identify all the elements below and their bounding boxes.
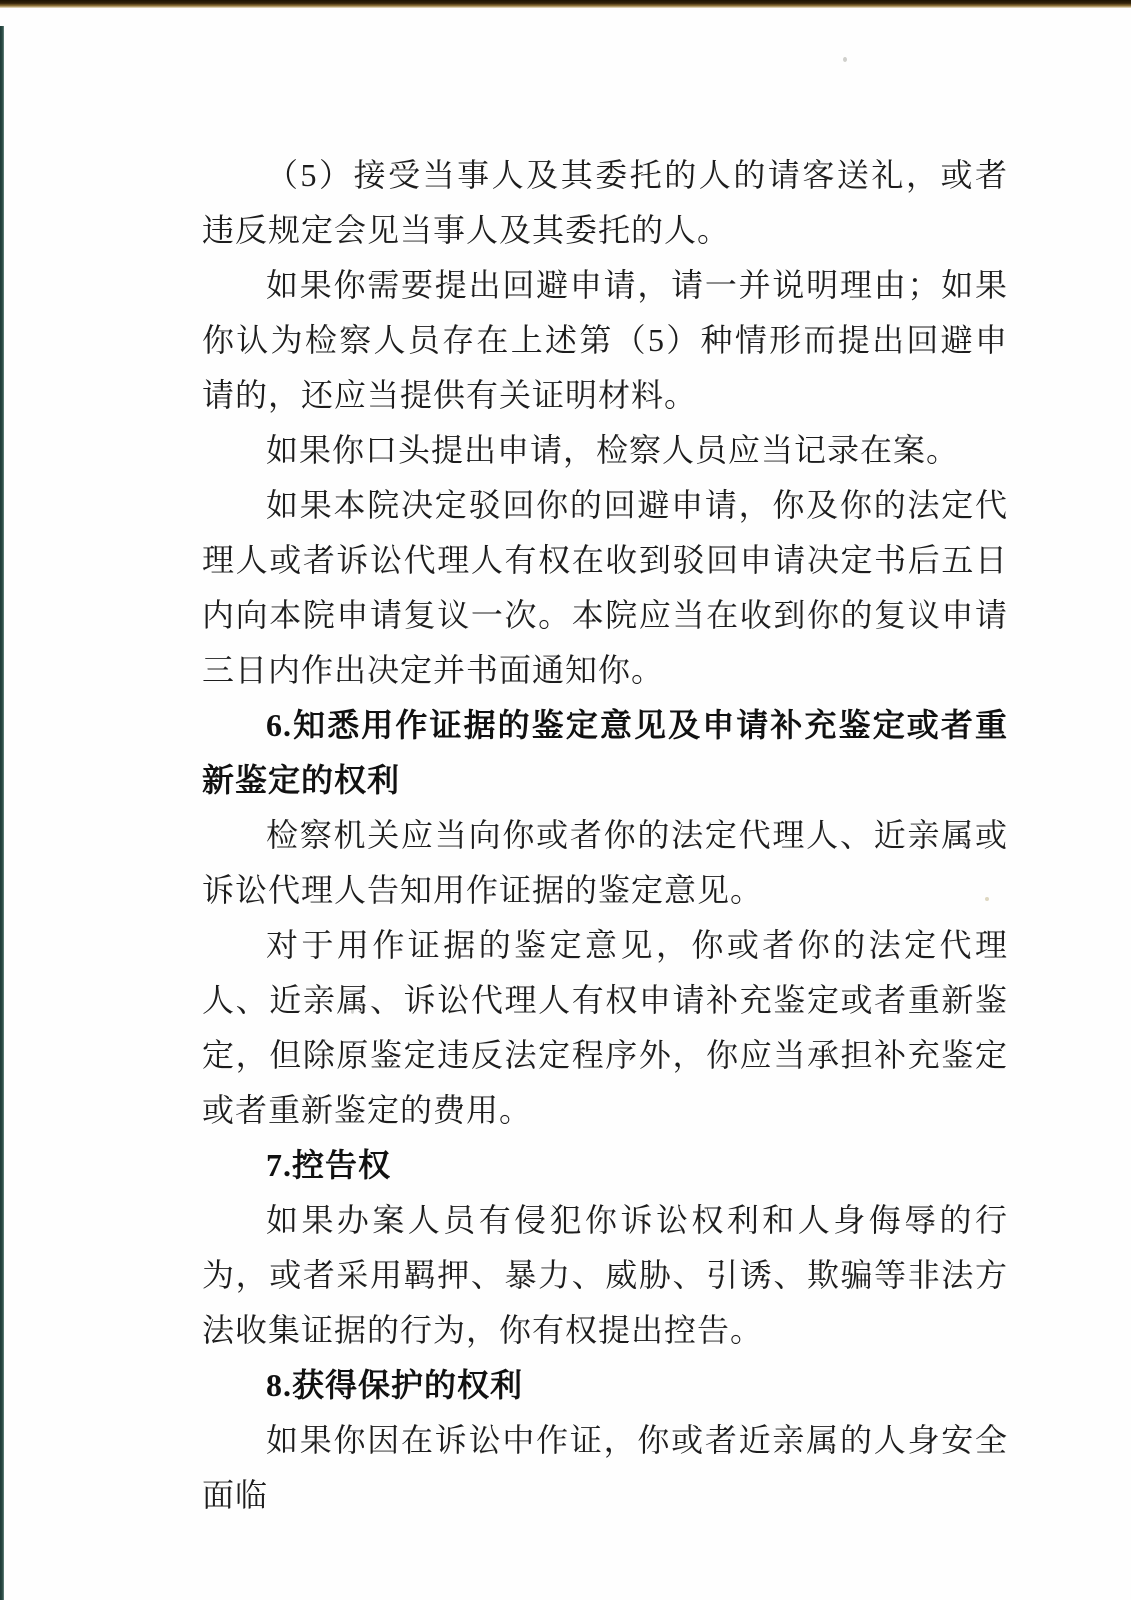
paragraph-oral-request-record: 如果你口头提出申请，检察人员应当记录在案。 <box>266 432 960 468</box>
paragraph-supplementary-appraisal: 对于用作证据的鉴定意见，你或者你的法定代理人、近亲属、诉讼代理人有权申请补充鉴定或者重新鉴定，但除原鉴定违反法定程序外，你应当承担补充鉴定或者重新鉴定的费用。 <box>202 927 1008 1128</box>
paragraph-appraisal-notification: 检察机关应当向你或者你的法定代理人、近亲属或诉讼代理人告知用作证据的鉴定意见。 <box>202 817 1008 908</box>
document-body <box>202 148 1008 1523</box>
heading-7-accusation-right: 7.控告权 <box>266 1147 392 1183</box>
heading-8-protection-right: 8.获得保护的权利 <box>266 1367 524 1403</box>
paragraph-recusal-request: 如果你需要提出回避申请，请一并说明理由；如果你认为检察人员存在上述第（5）种情形而提出回避申请的，还应当提供有关证明材料。 <box>202 267 1008 413</box>
paragraph-protection-intro: 如果你因在诉讼中作证，你或者近亲属的人身安全面临 <box>202 1422 1008 1513</box>
heading-6-appraisal-right: 6.知悉用作证据的鉴定意见及申请补充鉴定或者重新鉴定的权利 <box>202 707 1008 798</box>
scan-speck <box>843 57 847 62</box>
paragraph-accusation-grounds: 如果办案人员有侵犯你诉讼权利和人身侮辱的行为，或者采用羁押、暴力、威胁、引诱、欺骗等非法方法收集证据的行为，你有权提出控告。 <box>202 1202 1008 1348</box>
scan-edge-left <box>0 26 4 1600</box>
paragraph-item-5-gifts: （5）接受当事人及其委托的人的请客送礼，或者违反规定会见当事人及其委托的人。 <box>202 157 1008 248</box>
scan-edge-top <box>0 0 1131 8</box>
paragraph-rejection-review: 如果本院决定驳回你的回避申请，你及你的法定代理人或者诉讼代理人有权在收到驳回申请决定书后五日内向本院申请复议一次。本院应当在收到你的复议申请三日内作出决定并书面通知你。 <box>202 487 1008 688</box>
